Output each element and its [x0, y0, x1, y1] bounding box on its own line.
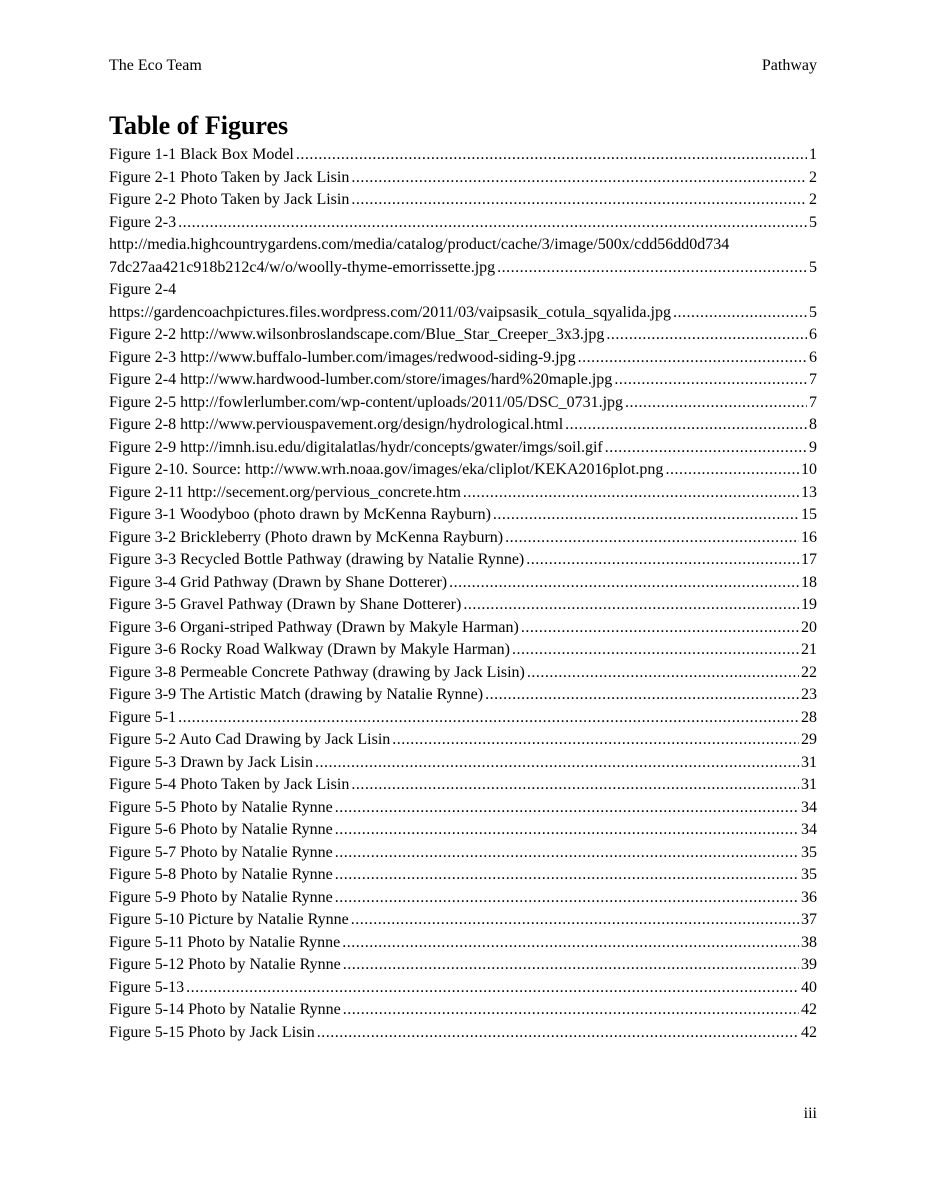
toc-entry[interactable] — [109, 189, 817, 212]
toc-entry[interactable] — [109, 954, 817, 977]
toc-entry-label: Figure 3-3 Recycled Bottle Pathway (drawing by Natalie Rynne) — [109, 551, 525, 568]
toc-entry[interactable] — [109, 662, 817, 685]
toc-dot-leader — [335, 887, 799, 910]
toc-entry[interactable] — [109, 212, 817, 235]
toc-entry-label: Figure 5-3 Drawn by Jack Lisin — [109, 753, 313, 771]
toc-entry-label: Figure 5-1 — [109, 708, 177, 726]
toc-entry[interactable] — [109, 752, 817, 775]
table-of-figures-heading: Table of Figures — [109, 111, 289, 140]
toc-entry-label: Figure 5-11 Photo by Natalie Rynne — [109, 933, 341, 951]
header-project-name: Pathway — [761, 57, 817, 74]
toc-entry[interactable] — [109, 324, 817, 347]
toc-entry-label: Figure 1-1 Black Box Model — [109, 146, 294, 163]
toc-dot-leader — [343, 999, 799, 1022]
toc-entry-label: Figure 2-3 — [109, 213, 177, 231]
toc-dot-leader — [343, 954, 799, 977]
toc-entry[interactable] — [109, 887, 817, 910]
toc-entry-continued-line[interactable]: Figure 2-4 — [109, 281, 177, 298]
toc-entry-label: Figure 3-2 Brickleberry (Photo drawn by McKenna Rayburn) — [109, 528, 504, 546]
toc-dot-leader — [351, 189, 807, 212]
toc-entry-label: Figure 5-5 Photo by Natalie Rynne — [109, 798, 333, 816]
toc-entry-page-number: 6 — [809, 326, 817, 343]
toc-entry-continued-line[interactable]: http://media.highcountrygardens.com/media/catalog/product/cache/3/image/500x/cdd56dd0d734 — [109, 236, 730, 253]
toc-dot-leader — [335, 864, 799, 887]
toc-entry-label: Figure 2-1 Photo Taken by Jack Lisin — [109, 168, 350, 186]
toc-entry-page-number: 31 — [801, 776, 817, 793]
toc-entry-page-number: 36 — [801, 888, 817, 906]
toc-entry[interactable] — [109, 909, 817, 932]
toc-dot-leader — [485, 684, 799, 707]
toc-entry-page-number: 13 — [801, 483, 817, 501]
toc-dot-leader — [335, 842, 799, 865]
toc-entry-label: Figure 2-8 http://www.perviouspavement.org/design/hydrological.html — [109, 416, 564, 433]
toc-entry-label: Figure 2-9 http://imnh.isu.edu/digitalatlas/hydr/concepts/gwater/imgs/soil.gif — [109, 438, 603, 456]
toc-entry-page-number: 39 — [801, 956, 817, 973]
toc-entry-page-number: 28 — [801, 708, 817, 726]
toc-entry-page-number: 38 — [801, 933, 817, 951]
toc-entry[interactable] — [109, 572, 817, 595]
toc-entry-page-number: 29 — [801, 731, 817, 748]
toc-dot-leader — [463, 594, 799, 617]
toc-dot-leader — [512, 639, 799, 662]
toc-entry[interactable] — [109, 932, 817, 955]
toc-dot-leader — [351, 909, 799, 932]
toc-entry-page-number: 35 — [801, 866, 817, 883]
toc-entry-label: Figure 5-2 Auto Cad Drawing by Jack Lisin — [109, 731, 391, 748]
toc-entry[interactable] — [109, 459, 817, 482]
toc-entry[interactable] — [109, 819, 817, 842]
toc-entry-label: Figure 3-5 Gravel Pathway (Drawn by Shane Dotterer) — [109, 596, 462, 613]
toc-entry-page-number: 7 — [809, 371, 817, 388]
toc-entry[interactable] — [109, 527, 817, 550]
toc-entry[interactable] — [109, 729, 817, 752]
toc-entry[interactable] — [109, 414, 817, 437]
toc-entry-page-number: 2 — [809, 168, 817, 186]
toc-dot-leader — [463, 482, 799, 505]
toc-entry[interactable] — [109, 167, 817, 190]
toc-entry-page-number: 42 — [801, 1001, 817, 1018]
toc-entry[interactable] — [109, 549, 817, 572]
toc-entry[interactable] — [109, 144, 817, 167]
toc-dot-leader — [449, 572, 799, 595]
toc-entry-label: Figure 2-11 http://secement.org/pervious_concrete.htm — [109, 483, 461, 501]
toc-entry-label: Figure 3-8 Permeable Concrete Pathway (drawing by Jack Lisin) — [109, 663, 525, 681]
toc-dot-leader — [578, 347, 807, 370]
toc-dot-leader — [335, 797, 799, 820]
toc-entry-label: Figure 3-4 Grid Pathway (Drawn by Shane Dotterer) — [109, 573, 448, 591]
toc-dot-leader — [392, 729, 799, 752]
toc-entry-label: Figure 5-15 Photo by Jack Lisin — [109, 1023, 315, 1041]
toc-dot-leader — [342, 932, 799, 955]
toc-entry-label: Figure 5-9 Photo by Natalie Rynne — [109, 888, 333, 906]
toc-dot-leader — [497, 257, 807, 280]
toc-entry-page-number: 5 — [809, 258, 817, 276]
toc-entry-label: Figure 5-12 Photo by Natalie Rynne — [109, 956, 341, 973]
toc-entry-page-number: 15 — [801, 506, 817, 523]
toc-entry-page-number: 1 — [809, 146, 817, 163]
toc-entry[interactable] — [109, 999, 817, 1022]
toc-entry-label: Figure 2-3 http://www.buffalo-lumber.com/images/redwood-siding-9.jpg — [109, 348, 576, 366]
toc-entry-label: Figure 2-4 http://www.hardwood-lumber.com/store/images/hard%20maple.jpg — [109, 371, 613, 388]
toc-entry-label: Figure 2-2 Photo Taken by Jack Lisin — [109, 191, 350, 208]
toc-dot-leader — [625, 392, 807, 415]
toc-dot-leader — [317, 1022, 799, 1045]
toc-entry-page-number: 31 — [801, 753, 817, 771]
toc-dot-leader — [606, 324, 807, 347]
toc-dot-leader — [178, 212, 807, 235]
toc-entry-page-number: 37 — [801, 911, 817, 928]
toc-dot-leader — [335, 819, 799, 842]
toc-entry[interactable] — [109, 774, 817, 797]
toc-entry-label: Figure 2-2 http://www.wilsonbroslandscape.com/Blue_Star_Creeper_3x3.jpg — [109, 326, 605, 343]
toc-dot-leader — [605, 437, 807, 460]
toc-entry-page-number: 6 — [809, 348, 817, 366]
toc-entry-page-number: 10 — [801, 461, 817, 478]
toc-dot-leader — [186, 977, 799, 1000]
toc-entry-label: Figure 5-7 Photo by Natalie Rynne — [109, 843, 333, 861]
toc-entry-page-number: 16 — [801, 528, 817, 546]
toc-dot-leader — [351, 167, 807, 190]
toc-entry-page-number: 35 — [801, 843, 817, 861]
toc-entry-label: Figure 5-10 Picture by Natalie Rynne — [109, 911, 349, 928]
toc-entry[interactable] — [109, 797, 817, 820]
toc-dot-leader — [665, 459, 799, 482]
toc-entry[interactable] — [109, 369, 817, 392]
toc-dot-leader — [178, 707, 799, 730]
toc-entry-label: Figure 5-6 Photo by Natalie Rynne — [109, 821, 333, 838]
toc-entry-page-number: 34 — [801, 821, 817, 838]
toc-dot-leader — [527, 662, 799, 685]
toc-entry-label: Figure 5-14 Photo by Natalie Rynne — [109, 1001, 341, 1018]
toc-entry-page-number: 23 — [801, 686, 817, 703]
toc-dot-leader — [614, 369, 807, 392]
toc-dot-leader — [493, 504, 799, 527]
toc-entry-page-number: 7 — [809, 393, 817, 411]
toc-entry[interactable] — [109, 482, 817, 505]
toc-entry-label: 7dc27aa421c918b212c4/w/o/woolly-thyme-emorrissette.jpg — [109, 258, 496, 276]
toc-entry[interactable] — [109, 639, 817, 662]
toc-dot-leader — [526, 549, 799, 572]
toc-entry[interactable] — [109, 977, 817, 1000]
toc-entry-page-number: 8 — [809, 416, 817, 433]
toc-entry[interactable] — [109, 504, 817, 527]
toc-dot-leader — [296, 144, 807, 167]
toc-entry[interactable] — [109, 1022, 817, 1045]
toc-entry[interactable] — [109, 302, 817, 325]
toc-entry-page-number: 17 — [801, 551, 817, 568]
toc-entry-label: Figure 3-6 Organi-striped Pathway (Drawn by Makyle Harman) — [109, 618, 519, 636]
toc-dot-leader — [351, 774, 799, 797]
toc-entry-label: Figure 5-13 — [109, 978, 185, 996]
toc-entry-label: https://gardencoachpictures.files.wordpress.com/2011/03/vaipsasik_cotula_sqyalida.jpg — [109, 303, 671, 321]
toc-entry[interactable] — [109, 437, 817, 460]
toc-dot-leader — [315, 752, 799, 775]
toc-entry-page-number: 9 — [809, 438, 817, 456]
toc-entry[interactable] — [109, 392, 817, 415]
toc-entry-page-number: 20 — [801, 618, 817, 636]
toc-entry-page-number: 2 — [809, 191, 817, 208]
toc-dot-leader — [521, 617, 799, 640]
toc-entry-label: Figure 3-9 The Artistic Match (drawing by Natalie Rynne) — [109, 686, 484, 703]
toc-entry[interactable] — [109, 684, 817, 707]
toc-entry-page-number: 21 — [801, 641, 817, 658]
toc-entry[interactable] — [109, 347, 817, 370]
toc-entry[interactable] — [109, 257, 817, 280]
toc-entry-label: Figure 2-10. Source: http://www.wrh.noaa.gov/images/eka/cliplot/KEKA2016plot.png — [109, 461, 664, 478]
toc-dot-leader — [565, 414, 807, 437]
toc-entry-label: Figure 3-6 Rocky Road Walkway (Drawn by Makyle Harman) — [109, 641, 510, 658]
toc-dot-leader — [673, 302, 807, 325]
toc-entry-page-number: 5 — [809, 213, 817, 231]
table-of-figures-list — [109, 144, 817, 1044]
toc-entry-label: Figure 2-5 http://fowlerlumber.com/wp-content/uploads/2011/05/DSC_0731.jpg — [109, 393, 624, 411]
toc-entry-page-number: 18 — [801, 573, 817, 591]
toc-entry-page-number: 34 — [801, 798, 817, 816]
toc-entry-page-number: 5 — [809, 303, 817, 321]
toc-entry-page-number: 42 — [801, 1023, 817, 1041]
toc-entry-label: Figure 5-8 Photo by Natalie Rynne — [109, 866, 333, 883]
header-team-name: The Eco Team — [109, 57, 202, 74]
toc-entry-label: Figure 3-1 Woodyboo (photo drawn by McKenna Rayburn) — [109, 506, 491, 523]
toc-entry[interactable] — [109, 594, 817, 617]
toc-entry[interactable] — [109, 864, 817, 887]
toc-entry[interactable] — [109, 707, 817, 730]
toc-entry[interactable] — [109, 842, 817, 865]
toc-entry-page-number: 40 — [801, 978, 817, 996]
toc-entry-page-number: 22 — [801, 663, 817, 681]
page-number: iii — [803, 1105, 817, 1122]
toc-dot-leader — [505, 527, 799, 550]
toc-entry[interactable] — [109, 617, 817, 640]
toc-entry-page-number: 19 — [801, 596, 817, 613]
toc-entry-label: Figure 5-4 Photo Taken by Jack Lisin — [109, 776, 350, 793]
